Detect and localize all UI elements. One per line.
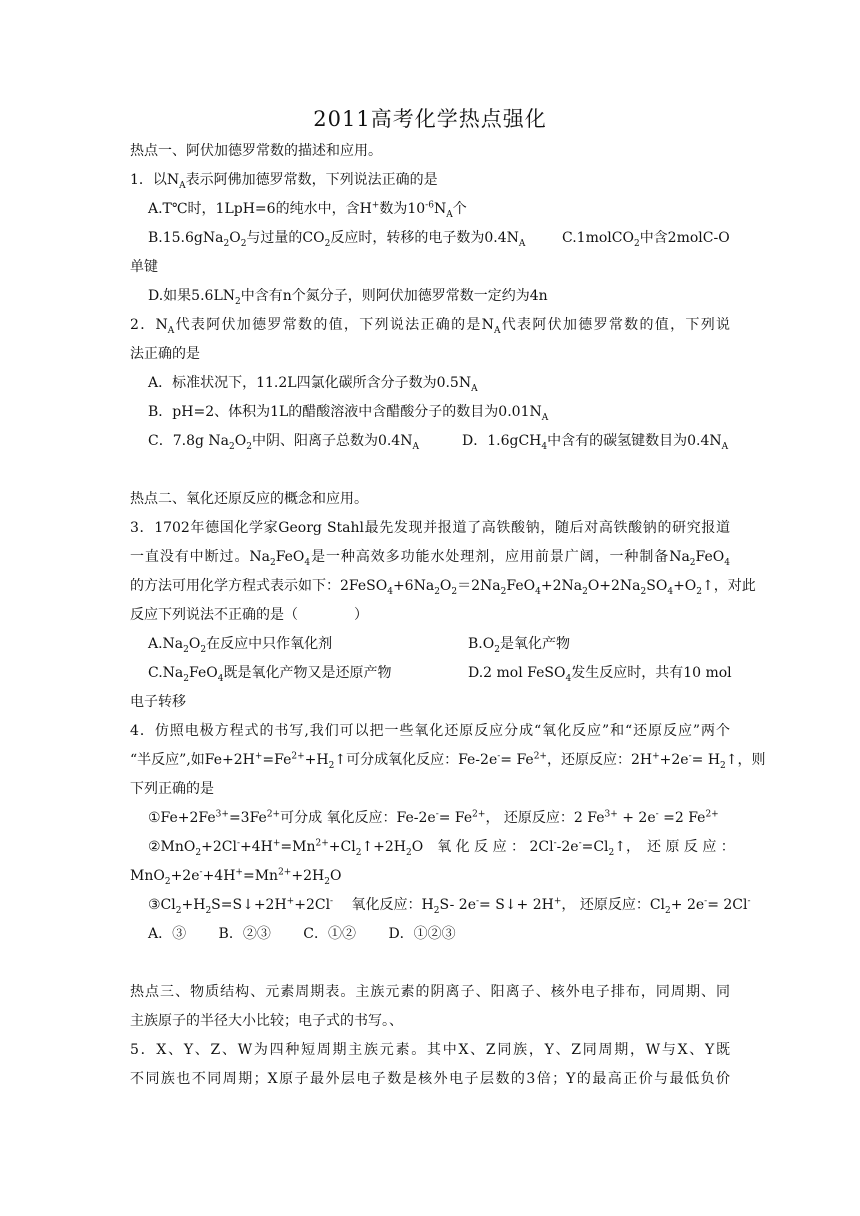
page-title: 2011高考化学热点强化 bbox=[313, 107, 547, 131]
question-4-item-3: $③Cl_2+H_2S=S↓+2H^++2Cl^-$ 氧化反应：$H_2S-$ 2e-= S↓+ 2H+， 还原反应：$Cl_2+ 2e^-= 2Cl^-$ bbox=[148, 896, 751, 916]
question-3-option-d: D.2 mol FeSO$_4$发生反应时，共有10 mol bbox=[468, 665, 732, 684]
question-2-stem-line-2: 法正确的是 bbox=[130, 346, 200, 362]
question-1-option-a: A.T℃时，1LpH=6的纯水中，含H+数为$10^{-6}N_A$个 bbox=[148, 200, 467, 220]
question-2-stem-line-1: 2．$N_A$代表阿伏加德罗常数的值，下列说法正确的是$N_A$代表阿伏加德罗常数的值，下列说 bbox=[130, 317, 731, 336]
question-5-stem-line-2: 不同族也不同周期；X原子最外层电子数是核外电子层数的3倍；Y的最高正价与最低负价 bbox=[130, 1071, 730, 1087]
question-1-stem: 1．以$N_A$表示阿佛加德罗常数，下列说法正确的是 bbox=[130, 172, 438, 191]
question-2-option-c: C．7.8g $Na_2O_2$中阴、阳离子总数为$0.4N_A$ bbox=[148, 433, 419, 452]
question-1-option-c: C.1molCO$_2$中含2molC-O bbox=[562, 230, 730, 249]
question-4-item-2-cont: $MnO_2+2e^-+4H^+=Mn^{2+}+2H_2O$ bbox=[130, 867, 342, 887]
question-3-option-c: $C.Na_2FeO_4$既是氧化产物又是还原产物 bbox=[148, 665, 392, 684]
question-3-stem-line-1: 3．1702年德国化学家Georg Stahl最先发现并报道了高铁酸钠，随后对高铁酸钠的研究报道 bbox=[130, 520, 730, 536]
question-3-stem-line-4: 反应下列说法不正确的是（ ） bbox=[130, 607, 368, 623]
question-4-stem-line-1: 4．仿照电极方程式的书写,我们可以把一些氧化还原反应分成“氧化反应”和“还原反应”两个 bbox=[130, 723, 730, 739]
hotspot-heading-2: 热点二、氧化还原反应的概念和应用。 bbox=[130, 491, 368, 507]
hotspot-heading-3-line-2: 主族原子的半径大小比较；电子式的书写。、 bbox=[130, 1013, 403, 1029]
question-3-option-a: $A.Na_2O_2$在反应中只作氧化剂 bbox=[148, 636, 333, 655]
hotspot-heading-1: 热点一、阿伏加德罗常数的描述和应用。 bbox=[130, 143, 382, 159]
question-3-stem-line-2: 一直没有中断过。$Na_2FeO_4$是一种高效多功能水处理剂，应用前景广阔，一种制备$Na_2FeO_4$ bbox=[130, 549, 730, 568]
question-3-option-d-cont: 电子转移 bbox=[130, 694, 186, 710]
question-2-option-b: B．pH=2、体积为1L的醋酸溶液中含醋酸分子的数目为$0.01N_A$ bbox=[148, 404, 549, 423]
question-5-stem-line-1: 5．X、Y、Z、W为四种短周期主族元素。其中X、Z同族，Y、Z同周期，W与X、Y既 bbox=[130, 1042, 730, 1058]
question-4-stem-line-3: 下列正确的是 bbox=[130, 781, 214, 797]
question-4-item-1: $①Fe+2Fe^{3+}=3Fe^{2+}$可分成 氧化反应：$Fe-2e^-= Fe^{2+}$， 还原反应：2 $Fe^{3+} + 2e^- =2$ $Fe^{2+}$ bbox=[148, 809, 719, 826]
question-4-stem-line-2: “半反应”,如$Fe+2H^+=Fe^{2+}+H_2↑$可分成氧化反应：$Fe-2e^-= Fe^{2+}$，还原反应：$2H^++2e^-= H_2↑$，则 bbox=[130, 751, 766, 771]
question-3-option-b: $B.O_2$是氧化产物 bbox=[468, 636, 570, 655]
question-1-option-c-cont: 单键 bbox=[130, 259, 158, 275]
question-1-option-d: D.如果$5.6LN_2$中含有n个氮分子，则阿伏加德罗常数一定约为4n bbox=[148, 288, 548, 307]
question-2-option-a: A．标准状况下，11.2L四氯化碳所含分子数为$0.5N_A$ bbox=[148, 375, 478, 394]
question-3-stem-line-3: 的方法可用化学方程式表示如下：$2FeSO_4+6Na_2O_2=2Na_2FeO_4+2Na_2O+2Na_2SO_4+O_2↑$，对此 bbox=[130, 578, 756, 597]
question-4-item-2: $②MnO_2+2Cl^-+4H^+=Mn^{2+}+Cl_2↑+2H_2O$ 氧 化 反 应 ： $2Cl^--2e^-=Cl_2↑$， 还 原 反 应 ： bbox=[148, 838, 735, 858]
question-2-option-d: D．1.6gCH$_4$中含有的碳氢键数目为$0.4N_A$ bbox=[462, 433, 729, 452]
question-1-option-b: $B.15.6gNa_2O_2$与过量的$CO_2$反应时，转移的电子数为$0.4N_A$ bbox=[148, 230, 526, 249]
hotspot-heading-3-line-1: 热点三、物质结构、元素周期表。主族元素的阴离子、阳离子、核外电子排布，同周期、同 bbox=[130, 984, 730, 1000]
question-4-options: A．③ B．②③ C．①② D．①②③ bbox=[148, 926, 456, 942]
